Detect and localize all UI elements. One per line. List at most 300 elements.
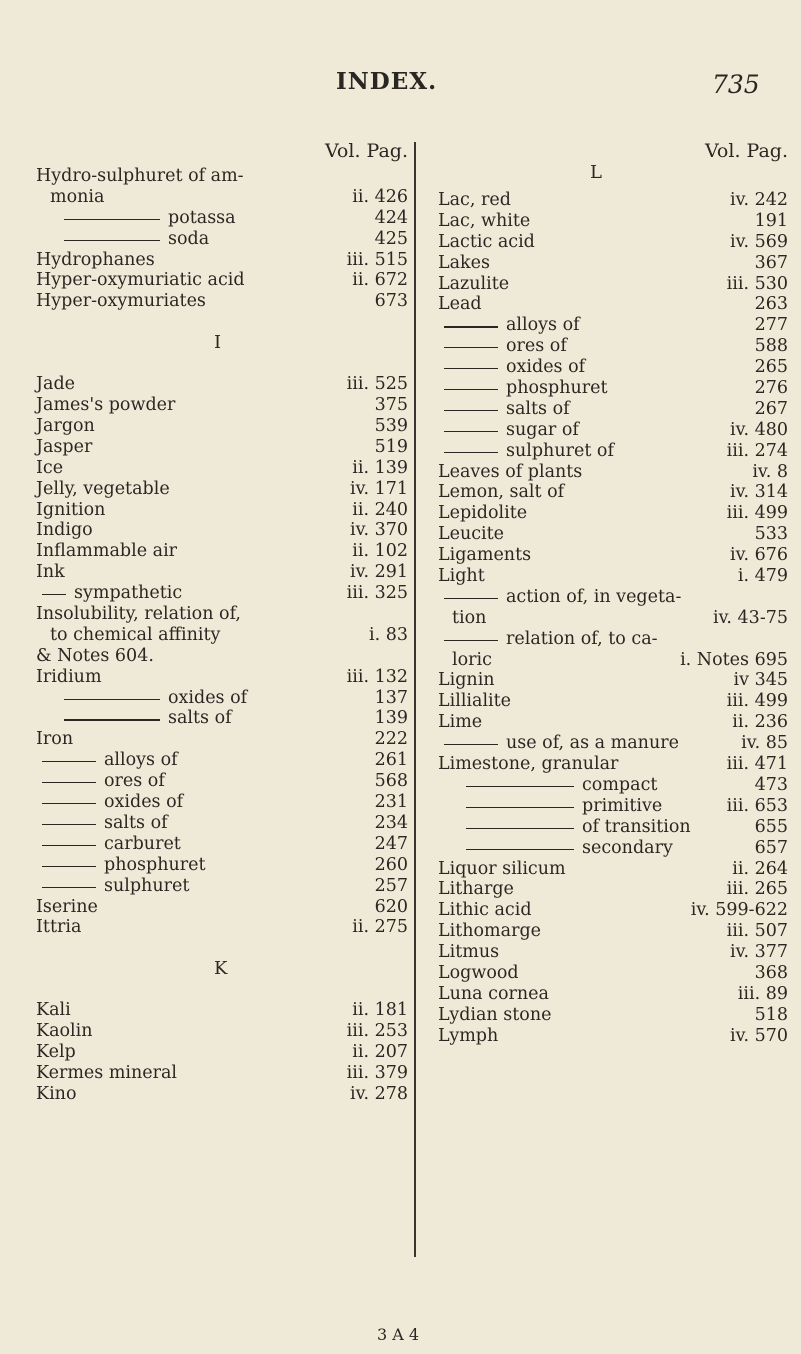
ditto-rule [444, 598, 498, 599]
index-entry [438, 754, 788, 775]
entry-volume: ii. [352, 917, 375, 938]
entry-term: salts of [168, 708, 232, 729]
entry-page: 261 [374, 750, 408, 771]
entry-volume: iv. [730, 419, 755, 440]
entry-page: 207 [374, 1042, 408, 1063]
entry-term: tion [452, 607, 487, 628]
entry-volume: ii. [352, 1000, 375, 1021]
entry-term: Iridium [36, 666, 102, 687]
entry-volume: ii. [352, 270, 375, 291]
entry-page: 653 [754, 795, 788, 816]
entry-volume: iii. [726, 795, 755, 816]
entry-term: phosphuret [506, 378, 608, 399]
entry-reference [375, 708, 408, 729]
entry-page: 473 [754, 774, 788, 795]
entry-volume: ii. [732, 712, 755, 733]
entry-page: 479 [754, 566, 788, 587]
section-letter-i [36, 312, 408, 374]
entry-term: action of, in vegeta- [506, 586, 682, 607]
ditto-rule [42, 887, 96, 888]
entry-term: use of, as a manure [506, 733, 679, 754]
ditto-rule [466, 828, 574, 829]
entry-reference [375, 291, 408, 312]
entry-term: Iserine [36, 896, 98, 917]
entry-term: sugar of [506, 419, 579, 440]
entry-volume: iii. [726, 273, 755, 294]
entry-reference [352, 458, 408, 479]
ditto-rule [444, 744, 498, 745]
entry-page: 236 [754, 712, 788, 733]
ditto-rule [42, 866, 96, 867]
entry-page: 222 [374, 729, 408, 750]
index-entry [36, 813, 408, 834]
column-divider [414, 142, 416, 1257]
index-entry [438, 733, 788, 754]
entry-term: salts of [104, 812, 168, 833]
entry-page: 132 [374, 666, 408, 687]
entry-reference [375, 834, 408, 855]
entry-page: 234 [374, 812, 408, 833]
entry-page: 257 [374, 875, 408, 896]
entry-reference [732, 712, 788, 733]
entry-page: 379 [374, 1062, 408, 1083]
entry-term: & Notes 604. [36, 645, 154, 666]
entry-reference [734, 670, 788, 691]
entry-reference [352, 1042, 408, 1063]
index-entry [438, 838, 788, 859]
entry-page: 375 [374, 395, 408, 416]
page-number: 735 [712, 70, 760, 99]
index-entry [36, 479, 408, 500]
ditto-rule [64, 699, 160, 700]
index-entry [36, 688, 408, 709]
entry-page: 43-75 [737, 607, 788, 628]
entry-term: Hydrophanes [36, 249, 155, 270]
entry-page: 345 [754, 670, 788, 691]
entry-volume: iv. [713, 607, 738, 628]
index-entry [438, 211, 788, 232]
index-entry [36, 708, 408, 729]
index-entry [36, 520, 408, 541]
entry-reference [347, 250, 408, 271]
ditto-rule [42, 824, 96, 825]
entry-page: 240 [374, 499, 408, 520]
entry-volume: iv. [350, 1083, 375, 1104]
entry-reference [755, 524, 788, 545]
entry-page: 291 [374, 562, 408, 583]
index-entry [438, 670, 788, 691]
entry-volume: iii. [346, 374, 375, 395]
entry-term: potassa [168, 207, 236, 228]
index-entry [438, 253, 788, 274]
entry-volume: iv. [752, 461, 777, 482]
entry-reference [730, 545, 788, 566]
index-entry [438, 859, 788, 880]
entry-page: 253 [374, 1021, 408, 1042]
entry-page: 530 [754, 273, 788, 294]
entry-volume: iii. [726, 503, 755, 524]
entry-term: Lydian stone [438, 1004, 552, 1025]
index-entry [36, 562, 408, 583]
entry-term: Lead [438, 294, 482, 315]
ditto-rule [444, 368, 498, 369]
entry-page: 137 [374, 687, 408, 708]
index-entry [36, 500, 408, 521]
entry-page: 370 [374, 520, 408, 541]
entry-term: secondary [582, 837, 673, 858]
entry-term: Lymph [438, 1025, 499, 1046]
entry-reference [375, 208, 408, 229]
entry-page: 525 [374, 374, 408, 395]
entry-reference [727, 503, 788, 524]
entry-term: phosphuret [104, 854, 206, 875]
entry-term: sulphuret [104, 875, 190, 896]
entry-page: 499 [754, 503, 788, 524]
entry-term: Insolubility, relation of, [36, 604, 241, 625]
entry-page: 171 [374, 478, 408, 499]
index-entry [36, 625, 408, 646]
left-column-heading [36, 140, 408, 166]
entry-page: 676 [754, 545, 788, 566]
entry-term: Lac, red [438, 190, 511, 210]
entry-volume: iv. [350, 520, 375, 541]
entry-reference [755, 294, 788, 315]
entry-reference [375, 416, 408, 437]
entry-term: Ice [36, 457, 64, 478]
entry-term: Kelp [36, 1042, 76, 1063]
entry-term: salts of [506, 398, 570, 419]
entry-term: alloys of [104, 750, 178, 771]
entry-reference [727, 879, 788, 900]
entry-reference [352, 541, 408, 562]
entry-page: 672 [374, 270, 408, 291]
index-entry [438, 503, 788, 524]
entry-reference [727, 274, 788, 295]
index-entry [36, 541, 408, 562]
index-entry [438, 879, 788, 900]
entry-reference [755, 211, 788, 232]
entry-page: 265 [754, 357, 788, 378]
entry-reference [730, 482, 788, 503]
index-entry [438, 650, 788, 671]
entry-page: 507 [754, 921, 788, 942]
entry-page: 264 [754, 858, 788, 879]
entry-term: Kino [36, 1083, 77, 1104]
index-entry [438, 336, 788, 357]
section-letter: I [214, 332, 222, 354]
index-entry [438, 796, 788, 817]
entry-volume: iv [733, 670, 755, 691]
entry-term: Lepidolite [438, 503, 528, 524]
entry-page: 325 [374, 583, 408, 604]
entry-reference [680, 650, 788, 671]
entry-term: of transition [582, 816, 691, 837]
index-entry [438, 462, 788, 483]
entry-page: 231 [374, 792, 408, 813]
entry-page: 539 [374, 416, 408, 437]
entry-reference [350, 520, 408, 541]
index-entry [36, 208, 408, 229]
running-head-title: INDEX. [336, 68, 438, 95]
entry-reference [730, 232, 788, 253]
entry-volume: iii. [726, 921, 755, 942]
index-entry [36, 270, 408, 291]
entry-term: Lillialite [438, 691, 512, 712]
entry-volume: iii. [726, 691, 755, 712]
index-entry [438, 315, 788, 336]
entry-page: 139 [374, 457, 408, 478]
index-entry [438, 378, 788, 399]
ditto-rule [466, 849, 574, 850]
entry-page: 673 [374, 291, 408, 312]
index-entry [36, 583, 408, 604]
entry-page: 569 [754, 231, 788, 252]
entry-term: oxides of [168, 687, 248, 708]
entry-term: to chemical affinity [50, 624, 221, 645]
vol-pag-heading: Vol. Pag. [324, 140, 408, 162]
index-entry [36, 291, 408, 312]
entry-page: 263 [754, 294, 788, 315]
entry-page: 533 [754, 524, 788, 545]
entry-page: 568 [374, 771, 408, 792]
ditto-rule [42, 845, 96, 846]
entry-term: Jasper [36, 436, 93, 457]
entry-volume: ii. [352, 1042, 375, 1063]
index-entry [438, 357, 788, 378]
entry-reference [732, 859, 788, 880]
entry-page: 276 [754, 378, 788, 399]
entry-page: 181 [374, 1000, 408, 1021]
entry-page: 499 [754, 691, 788, 712]
entry-reference [347, 374, 408, 395]
entry-term: Lactic acid [438, 231, 535, 252]
index-entry [36, 729, 408, 750]
index-entry [438, 1026, 788, 1047]
index-entry [438, 921, 788, 942]
entry-term: Ink [36, 562, 65, 583]
entry-page: 655 [754, 816, 788, 837]
entry-volume: iv. [730, 545, 755, 566]
index-entry [36, 750, 408, 771]
entry-term: ores of [506, 336, 567, 357]
entry-page: 278 [374, 1083, 408, 1104]
entry-page: 83 [385, 624, 408, 645]
entry-term: Litmus [438, 942, 500, 963]
entry-term: soda [168, 228, 210, 249]
entry-term: Inflammable air [36, 541, 178, 562]
entry-volume: iii. [737, 983, 766, 1004]
entry-reference [352, 1000, 408, 1021]
entry-term: Luna cornea [438, 983, 549, 1004]
index-entry [36, 416, 408, 437]
index-entry [438, 775, 788, 796]
entry-page: 267 [754, 398, 788, 419]
entry-reference [375, 876, 408, 897]
entry-term: Kali [36, 1000, 71, 1021]
index-entry [438, 629, 788, 650]
ditto-rule [444, 326, 498, 327]
entry-term: Light [438, 566, 485, 587]
entry-reference [347, 667, 408, 688]
section-letter: K [214, 958, 228, 980]
index-entry [438, 441, 788, 462]
entry-volume: iii. [346, 249, 375, 270]
index-entry [438, 712, 788, 733]
entry-page: 425 [374, 228, 408, 249]
entry-term: Jelly, vegetable [36, 478, 170, 499]
entry-volume: ii. [352, 186, 375, 207]
entry-page: 314 [754, 482, 788, 503]
ditto-rule [42, 761, 96, 762]
ditto-rule [466, 807, 574, 808]
entry-reference [691, 900, 788, 921]
index-entry [36, 1021, 408, 1042]
ditto-rule [444, 410, 498, 411]
entry-volume: iv. [730, 231, 755, 252]
entry-reference [713, 608, 788, 629]
entry-term: Leucite [438, 524, 505, 545]
entry-reference [352, 187, 408, 208]
index-entry [438, 691, 788, 712]
ditto-rule [444, 640, 498, 641]
entry-reference [347, 583, 408, 604]
ditto-rule [42, 782, 96, 783]
index-entry [438, 900, 788, 921]
entry-reference [755, 253, 788, 274]
index-entry [36, 1042, 408, 1063]
section-letter: L [590, 162, 602, 183]
entry-term: Hyper-oxymuriates [36, 291, 206, 312]
right-column-heading [438, 140, 788, 166]
entry-term: James's powder [36, 395, 176, 416]
entry-term: Ignition [36, 499, 106, 520]
ditto-rule [64, 719, 160, 720]
entry-reference [727, 754, 788, 775]
ditto-rule [64, 240, 160, 241]
entry-reference [755, 1005, 788, 1026]
index-entry [438, 190, 788, 211]
entry-reference [352, 500, 408, 521]
entry-page: 277 [754, 315, 788, 336]
entry-reference [375, 792, 408, 813]
entry-term: Lakes [438, 252, 490, 273]
entry-reference [730, 190, 788, 211]
ditto-rule [444, 452, 498, 453]
entry-reference [755, 817, 788, 838]
entry-reference [375, 229, 408, 250]
entry-reference [350, 1084, 408, 1105]
entry-volume: iii. [346, 583, 375, 604]
entry-page: 265 [754, 879, 788, 900]
entry-page: 274 [754, 440, 788, 461]
entry-reference [352, 270, 408, 291]
entry-term: sympathetic [74, 583, 183, 604]
index-entry [36, 437, 408, 458]
entry-reference [375, 688, 408, 709]
entry-volume: ii. [352, 541, 375, 562]
entry-volume: iii. [346, 1062, 375, 1083]
index-entry [438, 984, 788, 1005]
entry-volume: ii. [352, 457, 375, 478]
ditto-rule [64, 219, 160, 220]
ditto-rule [444, 347, 498, 348]
entry-term: compact [582, 774, 658, 795]
index-entry [36, 229, 408, 250]
entry-reference [727, 921, 788, 942]
entry-term: Jargon [36, 416, 95, 437]
entry-reference [738, 566, 788, 587]
index-entry [36, 1063, 408, 1084]
entry-reference [741, 733, 788, 754]
index-entry [438, 566, 788, 587]
entry-term: Iron [36, 729, 74, 750]
entry-term: ores of [104, 771, 165, 792]
entry-term: oxides of [104, 792, 184, 813]
entry-page: 247 [374, 833, 408, 854]
section-letter-k [36, 938, 408, 1000]
entry-term: Lac, white [438, 210, 531, 231]
index-entry [36, 250, 408, 271]
entry-reference [347, 1063, 408, 1084]
entry-term: Lithomarge [438, 921, 542, 942]
entry-reference [375, 855, 408, 876]
entry-reference [350, 479, 408, 500]
entry-term: Liquor silicum [438, 858, 566, 879]
index-entry [36, 1000, 408, 1021]
index-entry [438, 587, 788, 608]
index-entry [36, 646, 408, 667]
entry-reference [727, 796, 788, 817]
index-entry [438, 232, 788, 253]
entry-page: 89 [765, 983, 788, 1004]
entry-term: Indigo [36, 520, 93, 541]
entry-term: primitive [582, 795, 663, 816]
entry-page: 8 [776, 461, 788, 482]
index-entry [438, 294, 788, 315]
index-entry [438, 274, 788, 295]
index-entry [36, 897, 408, 918]
index-entry [36, 1084, 408, 1105]
ditto-rule [444, 389, 498, 390]
index-entry [36, 187, 408, 208]
entry-page: 260 [374, 854, 408, 875]
entry-page: 242 [754, 190, 788, 210]
entry-term: Hydro-sulphuret of am- [36, 166, 244, 186]
entry-volume: i. Notes [680, 649, 755, 670]
entry-page: 588 [754, 336, 788, 357]
entry-volume: iii. [726, 754, 755, 775]
section-letter-l [438, 162, 788, 190]
entry-reference [727, 441, 788, 462]
entry-term: Jade [36, 374, 76, 395]
index-entry [438, 399, 788, 420]
entry-page: 275 [374, 917, 408, 938]
index-entry [36, 771, 408, 792]
entry-term: Lithic acid [438, 900, 532, 921]
entry-page: 471 [754, 754, 788, 775]
entry-volume: iv. [730, 942, 755, 963]
entry-page: 518 [754, 1004, 788, 1025]
entry-reference [730, 942, 788, 963]
index-entry [438, 1005, 788, 1026]
entry-volume: iv. [730, 482, 755, 503]
index-entry [36, 667, 408, 688]
entry-volume: i. [737, 566, 755, 587]
entry-volume: ii. [352, 499, 375, 520]
index-entry [438, 420, 788, 441]
index-entry [438, 545, 788, 566]
entry-page: 620 [374, 896, 408, 917]
